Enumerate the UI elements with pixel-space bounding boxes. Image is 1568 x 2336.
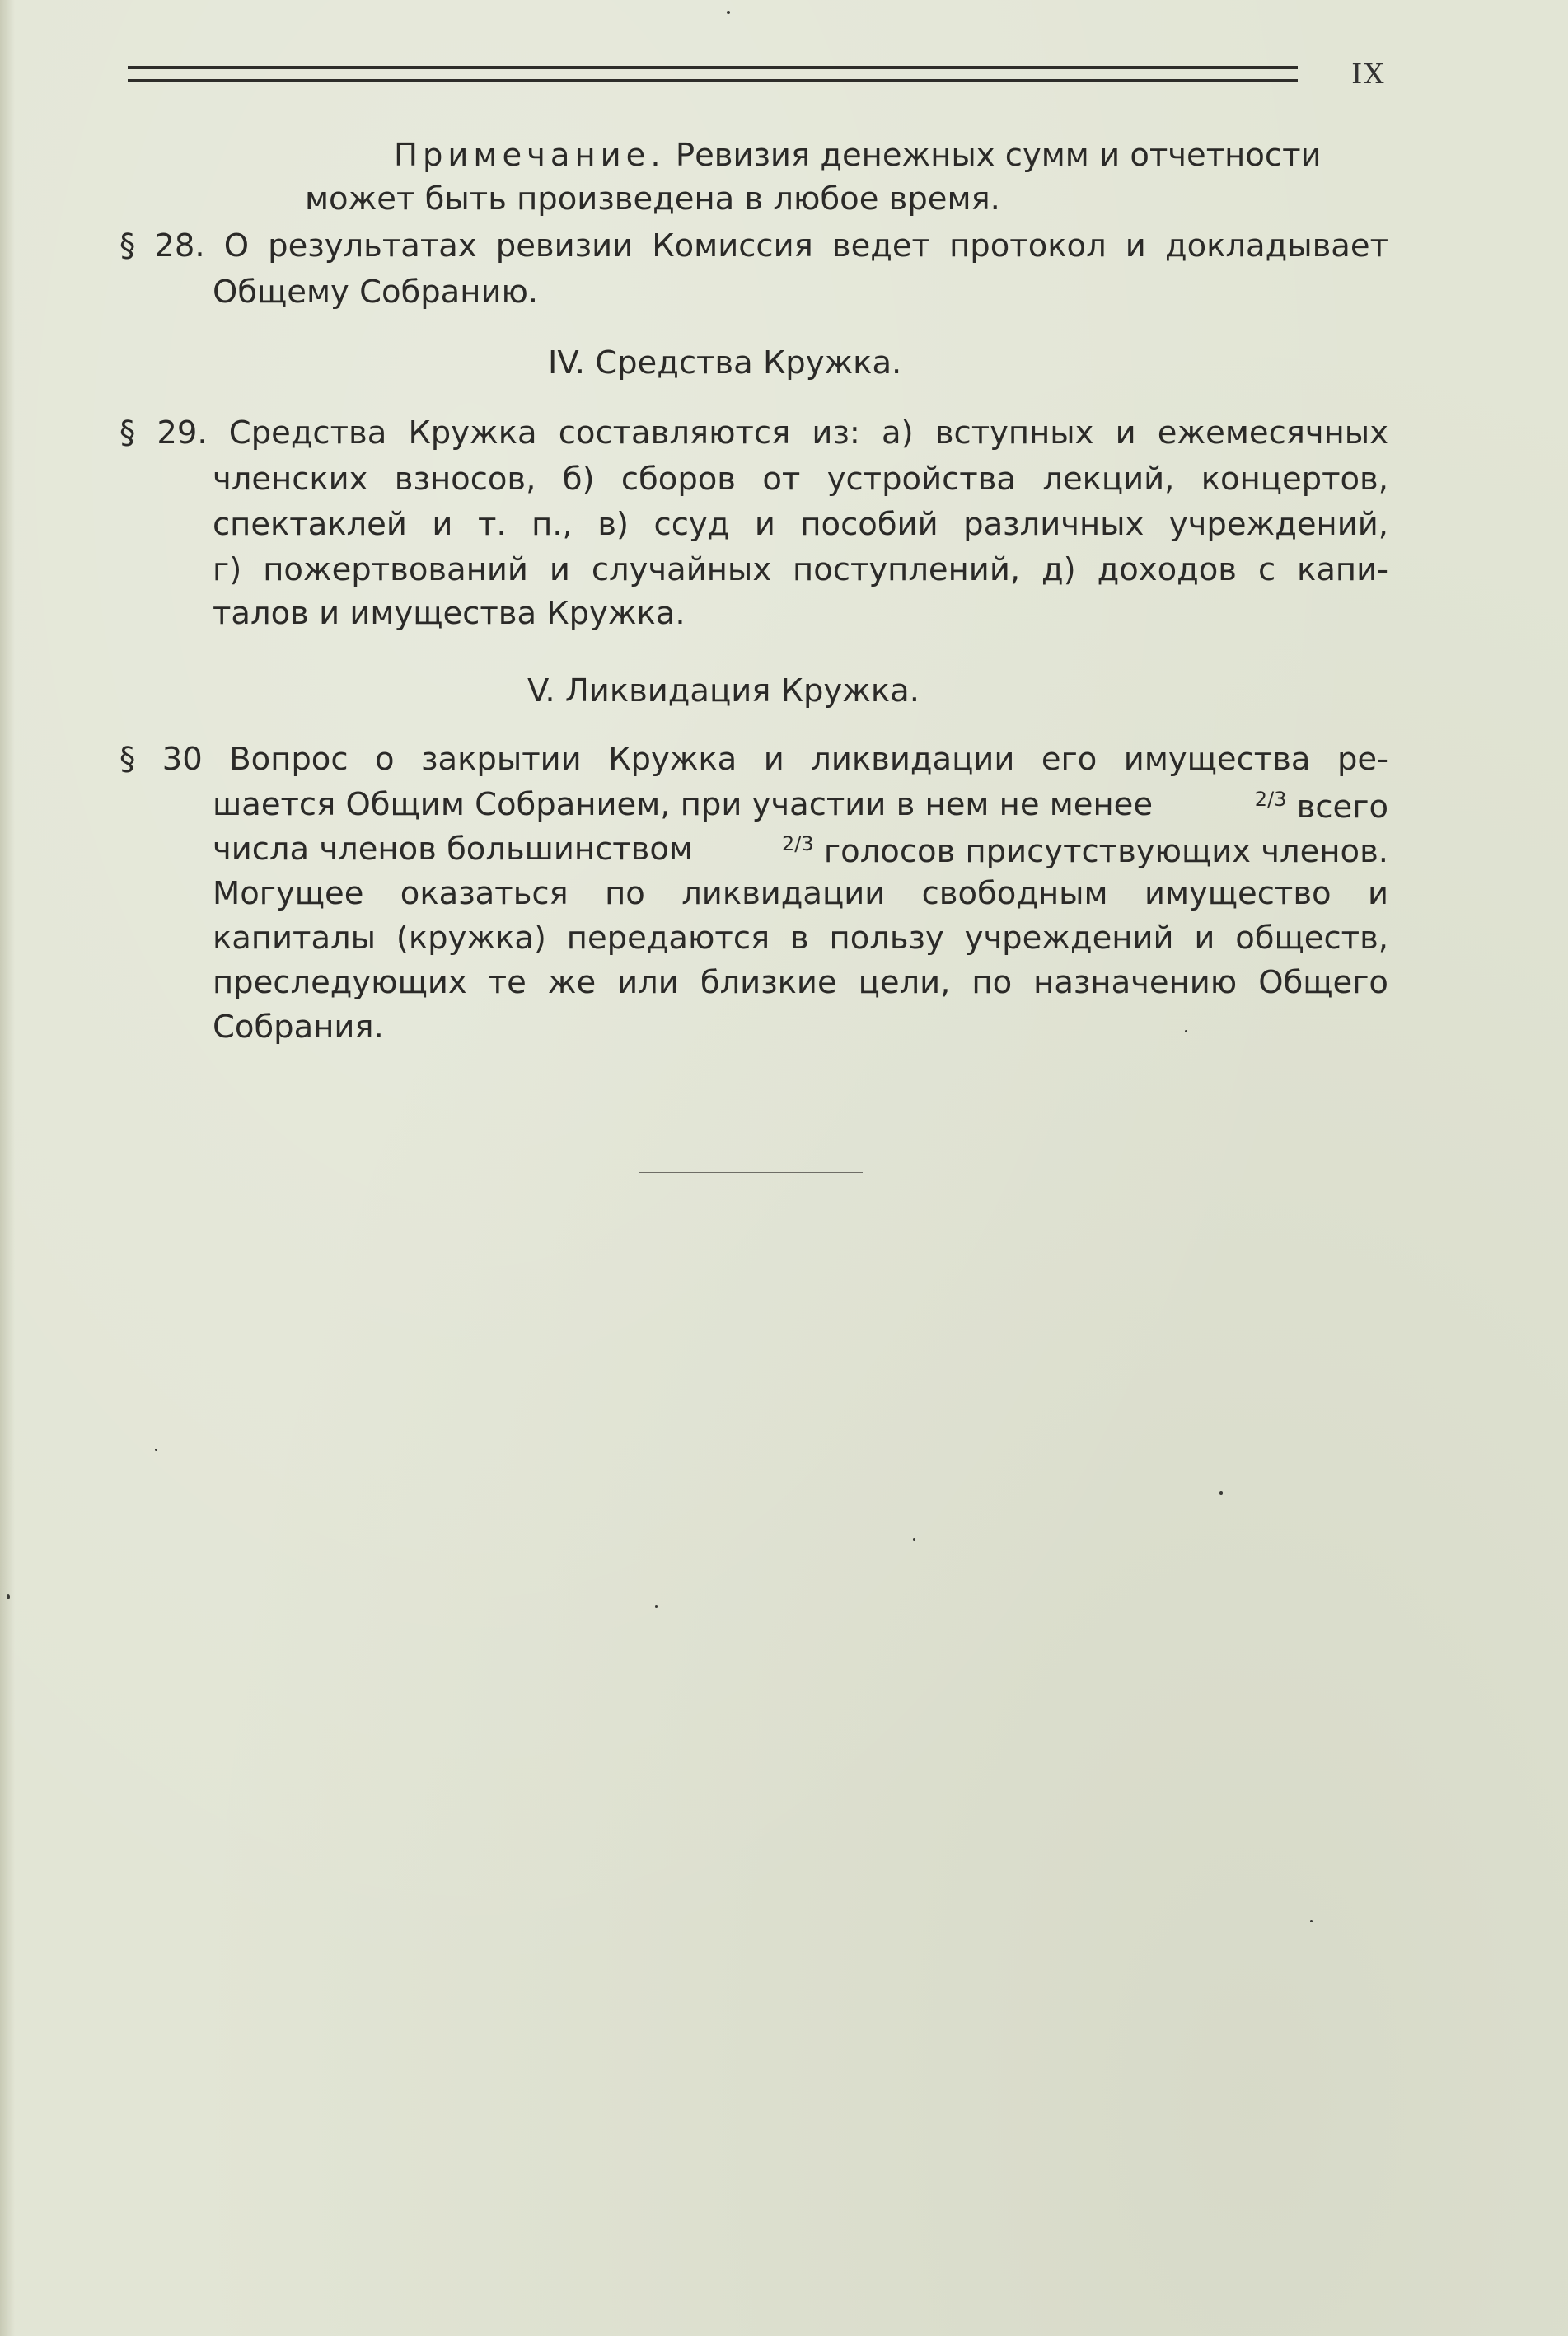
paper-speck <box>155 1449 157 1451</box>
p29-line-5: талов и имущества Кружка. <box>213 595 686 632</box>
p29-line-1: § 29. Средства Кружка составляются из: а) вступных и ежемесячных <box>119 414 1388 452</box>
p29-line-4: г) пожертвований и случайных поступлений, д) доходов с капи- <box>213 551 1388 588</box>
paper-speck <box>7 1594 10 1599</box>
p30-line-3 <box>213 831 1388 870</box>
paper-speck <box>1185 1030 1187 1032</box>
note-line-1-rest: Ревизия денежных сумм и отчетности <box>665 137 1322 174</box>
header-rule-bottom <box>128 79 1298 82</box>
p30-line-6: преследующих те же или близкие цели, по назначению Общего <box>213 964 1388 1001</box>
fraction-two-thirds: 2/3 <box>1254 788 1287 811</box>
p30-line-2-tail: всего <box>1296 788 1388 826</box>
p30-line-3-end <box>782 834 1388 868</box>
paper-speck <box>1310 1920 1313 1922</box>
note-line-2: может быть произведена в любое время. <box>305 180 1000 218</box>
paper-speck <box>913 1538 915 1541</box>
page-edge-shadow <box>0 0 15 2336</box>
p30-line-3-tail: голосов присутствующих членов. <box>823 832 1388 870</box>
p30-line-4: Могущее оказаться по ликвидации свободным имущество и <box>213 875 1388 912</box>
p30-line-2-start: шается Общим Собранием, при участии в нем не менее <box>213 786 1154 823</box>
p28-line-2: Общему Собранию. <box>213 274 539 311</box>
p29-line-2: членских взносов, б) сборов от устройства лекций, концертов, <box>213 461 1388 498</box>
end-of-text-rule <box>639 1172 863 1173</box>
p30-line-5: капиталы (кружка) передаются в пользу учреждений и обществ, <box>213 920 1388 957</box>
p30-line-7: Собрания. <box>213 1009 384 1046</box>
fraction-two-thirds: 2/3 <box>782 832 814 855</box>
paper-speck <box>727 11 730 14</box>
section-4-heading: IV. Средства Кружка. <box>548 344 902 382</box>
p29-line-3: спектаклей и т. п., в) ссуд и пособий различных учреждений, <box>213 506 1388 543</box>
page-number: IX <box>1351 58 1386 91</box>
note-label: Примечание. <box>394 137 666 174</box>
paper-speck <box>655 1605 658 1608</box>
p30-line-3-start: числа членов большинством <box>213 831 693 868</box>
header-rule-top <box>128 66 1298 69</box>
paper-speck <box>1219 1491 1223 1495</box>
p30-line-2 <box>213 786 1388 826</box>
note-line-1 <box>394 137 1322 174</box>
p30-line-2-end <box>1254 788 1388 826</box>
p28-line-1: § 28. О результатах ревизии Комиссия ведет протокол и докладывает <box>119 227 1388 264</box>
section-5-heading: V. Ликвидация Кружка. <box>527 672 920 709</box>
p30-line-1: § 30 Вопрос о закрытии Кружка и ликвидации его имущества ре- <box>119 741 1388 778</box>
